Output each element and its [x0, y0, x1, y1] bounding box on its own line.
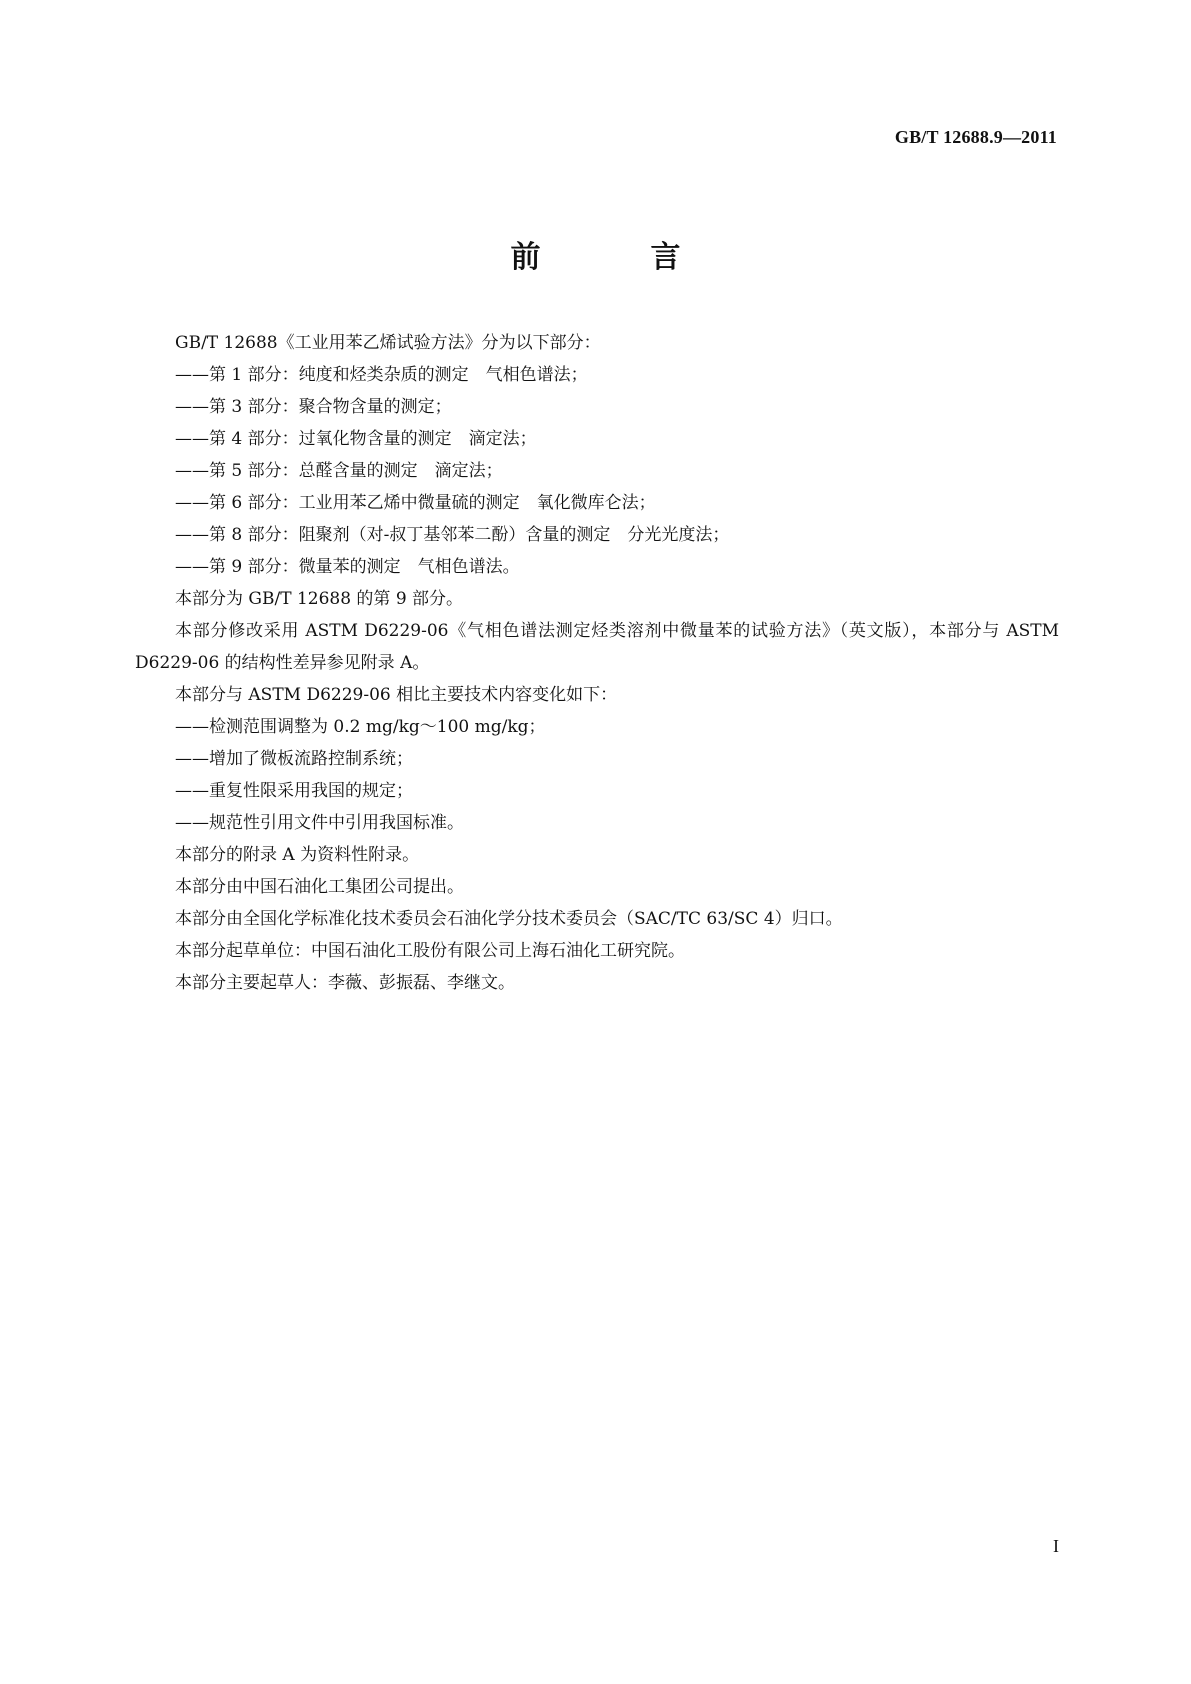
- list-item-part-3: ——第 3 部分：聚合物含量的测定；: [175, 397, 452, 417]
- list-item-part-9: ——第 9 部分：微量苯的测定 气相色谱法。: [175, 557, 520, 577]
- list-item-change-range: ——检测范围调整为 0.2 mg/kg～100 mg/kg；: [175, 717, 546, 737]
- page-number: I: [1053, 1536, 1059, 1556]
- standard-code-header: GB/T 12688.9—2011: [894, 127, 1057, 147]
- list-item-change-references: ——规范性引用文件中引用我国标准。: [175, 813, 464, 833]
- paragraph-drafting-unit: 本部分起草单位：中国石油化工股份有限公司上海石油化工研究院。: [175, 941, 685, 961]
- paragraph-appendix: 本部分的附录 A 为资料性附录。: [175, 845, 420, 865]
- page-title: 前 言: [510, 240, 721, 275]
- list-item-part-1: ——第 1 部分：纯度和烃类杂质的测定 气相色谱法；: [175, 365, 588, 385]
- paragraph-proposer: 本部分由中国石油化工集团公司提出。: [175, 877, 464, 897]
- paragraph-changes-intro: 本部分与 ASTM D6229-06 相比主要技术内容变化如下：: [175, 685, 618, 705]
- list-item-change-repeatability: ——重复性限采用我国的规定；: [175, 781, 413, 801]
- list-item-part-4: ——第 4 部分：过氧化物含量的测定 滴定法；: [175, 429, 537, 449]
- paragraph-part-statement: 本部分为 GB/T 12688 的第 9 部分。: [175, 589, 464, 609]
- paragraph-drafters: 本部分主要起草人：李薇、彭振磊、李继文。: [175, 973, 515, 993]
- list-item-change-microplate: ——增加了微板流路控制系统；: [175, 749, 413, 769]
- paragraph-committee: 本部分由全国化学标准化技术委员会石油化学分技术委员会（SAC/TC 63/SC 4）归口。: [175, 909, 843, 929]
- paragraph-intro: GB/T 12688《工业用苯乙烯试验方法》分为以下部分：: [175, 333, 601, 353]
- foreword-body: [135, 327, 1059, 999]
- list-item-part-6: ——第 6 部分：工业用苯乙烯中微量硫的测定 氧化微库仑法；: [175, 493, 656, 513]
- list-item-part-5: ——第 5 部分：总醛含量的测定 滴定法；: [175, 461, 503, 481]
- list-item-part-8: ——第 8 部分：阻聚剂（对-叔丁基邻苯二酚）含量的测定 分光光度法；: [175, 525, 730, 545]
- paragraph-adoption: 本部分修改采用 ASTM D6229-06《气相色谱法测定烃类溶剂中微量苯的试验方法》（英文版），本部分与 ASTM D6229-06 的结构性差异参见附录 A。: [135, 621, 1059, 673]
